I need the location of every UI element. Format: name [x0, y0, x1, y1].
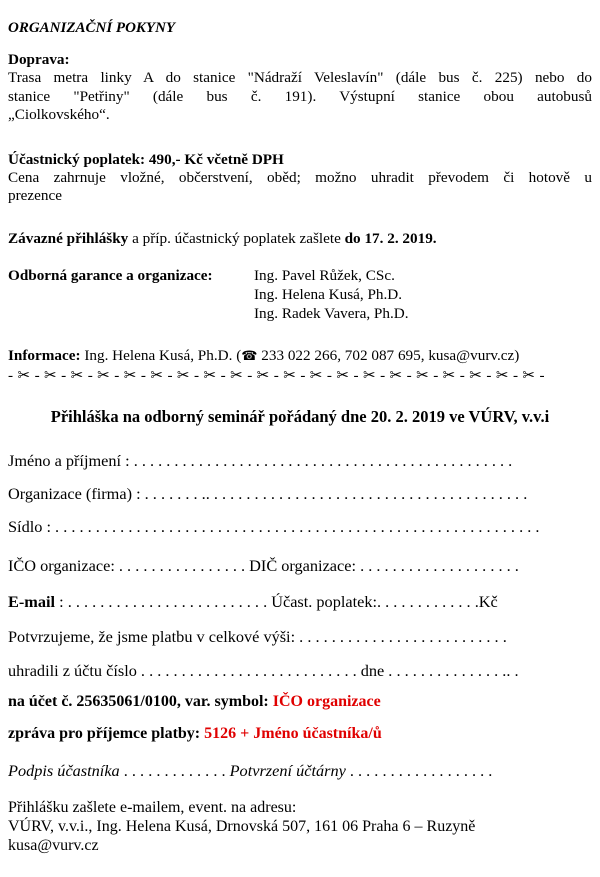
info-contact: Ing. Helena Kusá, Ph.D. ( — [80, 347, 242, 364]
scissors-cut-line: - ✂ - ✂ - ✂ - ✂ - ✂ - ✂ - ✂ - ✂ - ✂ - ✂ - ✂ - ✂ - ✂ - ✂ - ✂ - ✂ - ✂ - ✂ - ✂ - ✂ - — [8, 367, 545, 384]
message-value: 5126 + Jméno účastníka/ů — [204, 725, 382, 742]
send-email[interactable]: kusa@vurv.cz — [8, 837, 99, 854]
guarantee-person: Ing. Radek Vavera, Ph.D. — [254, 305, 409, 322]
payment-message-line — [8, 725, 592, 743]
account-symbol: IČO organizace — [272, 693, 381, 710]
accounting-dots: . . . . . . . . . . . . . . . . . . — [345, 762, 493, 780]
fee-line-2: prezence — [8, 187, 62, 204]
send-instruction: Přihlášku zašlete e-mailem, event. na adresu: — [8, 799, 297, 816]
guarantee-person: Ing. Pavel Růžek, CSc. — [254, 267, 395, 284]
registration-date: do 17. 2. 2019. — [344, 230, 437, 247]
send-address: VÚRV, v.v.i., Ing. Helena Kusá, Drnovská 507, 161 06 Praha 6 – Ruzyně — [8, 818, 476, 835]
signature-dots: . . . . . . . . . . . . . — [119, 762, 230, 780]
transport-line-1: Trasa metra linky A do stanice "Nádraží Veleslavín" (dále bus č. 225) nebo do — [8, 69, 592, 86]
seat-field[interactable]: Sídlo : . . . . . . . . . . . . . . . . . . . . . . . . . . . . . . . . . . . . . . . . . . . . . . . . . . . . . . . . . . . . — [8, 518, 540, 536]
info-label: Informace: — [8, 347, 81, 364]
phone-icon: ☎ — [241, 349, 258, 364]
fee-line-1: Cena zahrnuje vložné, občerstvení, oběd; možno uhradit převodem či hotově u — [8, 169, 592, 186]
name-field[interactable]: Jméno a příjmení : . . . . . . . . . . . . . . . . . . . . . . . . . . . . . . . . . . . . . . . . . . . . . . . — [8, 452, 513, 470]
registration-bold: Závazné přihlášky — [8, 230, 129, 247]
form-title: Přihláška na odborný seminář pořádaný dne 20. 2. 2019 ve VÚRV, v.v.i — [50, 407, 550, 426]
email-fee-field[interactable] — [8, 593, 592, 611]
account-label: na účet č. 25635061/0100, var. symbol: — [8, 693, 273, 710]
email-label: E-mail — [8, 593, 56, 611]
page-heading: ORGANIZAČNÍ POKYNY — [8, 20, 176, 36]
signature-label: Podpis účastníka — [8, 762, 120, 780]
registration-deadline — [8, 230, 592, 248]
email-fee-dots: : . . . . . . . . . . . . . . . . . . . . . . . . . Účast. poplatek:. . . . . . . . . . . . .Kč — [55, 593, 498, 611]
payment-amount-field[interactable]: Potvrzujeme, že jsme platbu v celkové výši: . . . . . . . . . . . . . . . . . . . . . . . . . . — [8, 628, 507, 646]
transport-line-2: stanice "Petřiny" (dále bus č. 191). Výstupní stanice obou autobusů — [8, 88, 592, 105]
signature-line[interactable] — [8, 762, 592, 780]
organization-field[interactable]: Organizace (firma) : . . . . . . . .. . . . . . . . . . . . . . . . . . . . . . . . . . . . . . . . . . . . . . . . — [8, 485, 528, 503]
transport-line-3: „Ciolkovského“. — [8, 106, 110, 123]
ico-dic-field[interactable]: IČO organizace: . . . . . . . . . . . . . . . . DIČ organizace: . . . . . . . . . . . . . . . . . . . . — [8, 557, 519, 575]
registration-text: a příp. účastnický poplatek zašlete — [128, 230, 345, 247]
message-label: zpráva pro příjemce platby: — [8, 725, 205, 742]
account-line — [8, 693, 592, 711]
guarantee-person: Ing. Helena Kusá, Ph.D. — [254, 286, 403, 303]
payment-account-field[interactable]: uhradili z účtu číslo . . . . . . . . . . . . . . . . . . . . . . . . . . . dne . . . . . . . . . . . . . . .. . — [8, 662, 519, 680]
info-line — [8, 347, 592, 366]
guarantee-label: Odborná garance a organizace: — [8, 267, 213, 284]
transport-label: Doprava: — [8, 51, 70, 68]
info-phones: 233 022 266, 702 087 695, kusa@vurv.cz) — [257, 347, 520, 364]
fee-label: Účastnický poplatek: 490,- Kč včetně DPH — [8, 151, 284, 168]
accounting-label: Potvrzení účtárny — [229, 762, 346, 780]
